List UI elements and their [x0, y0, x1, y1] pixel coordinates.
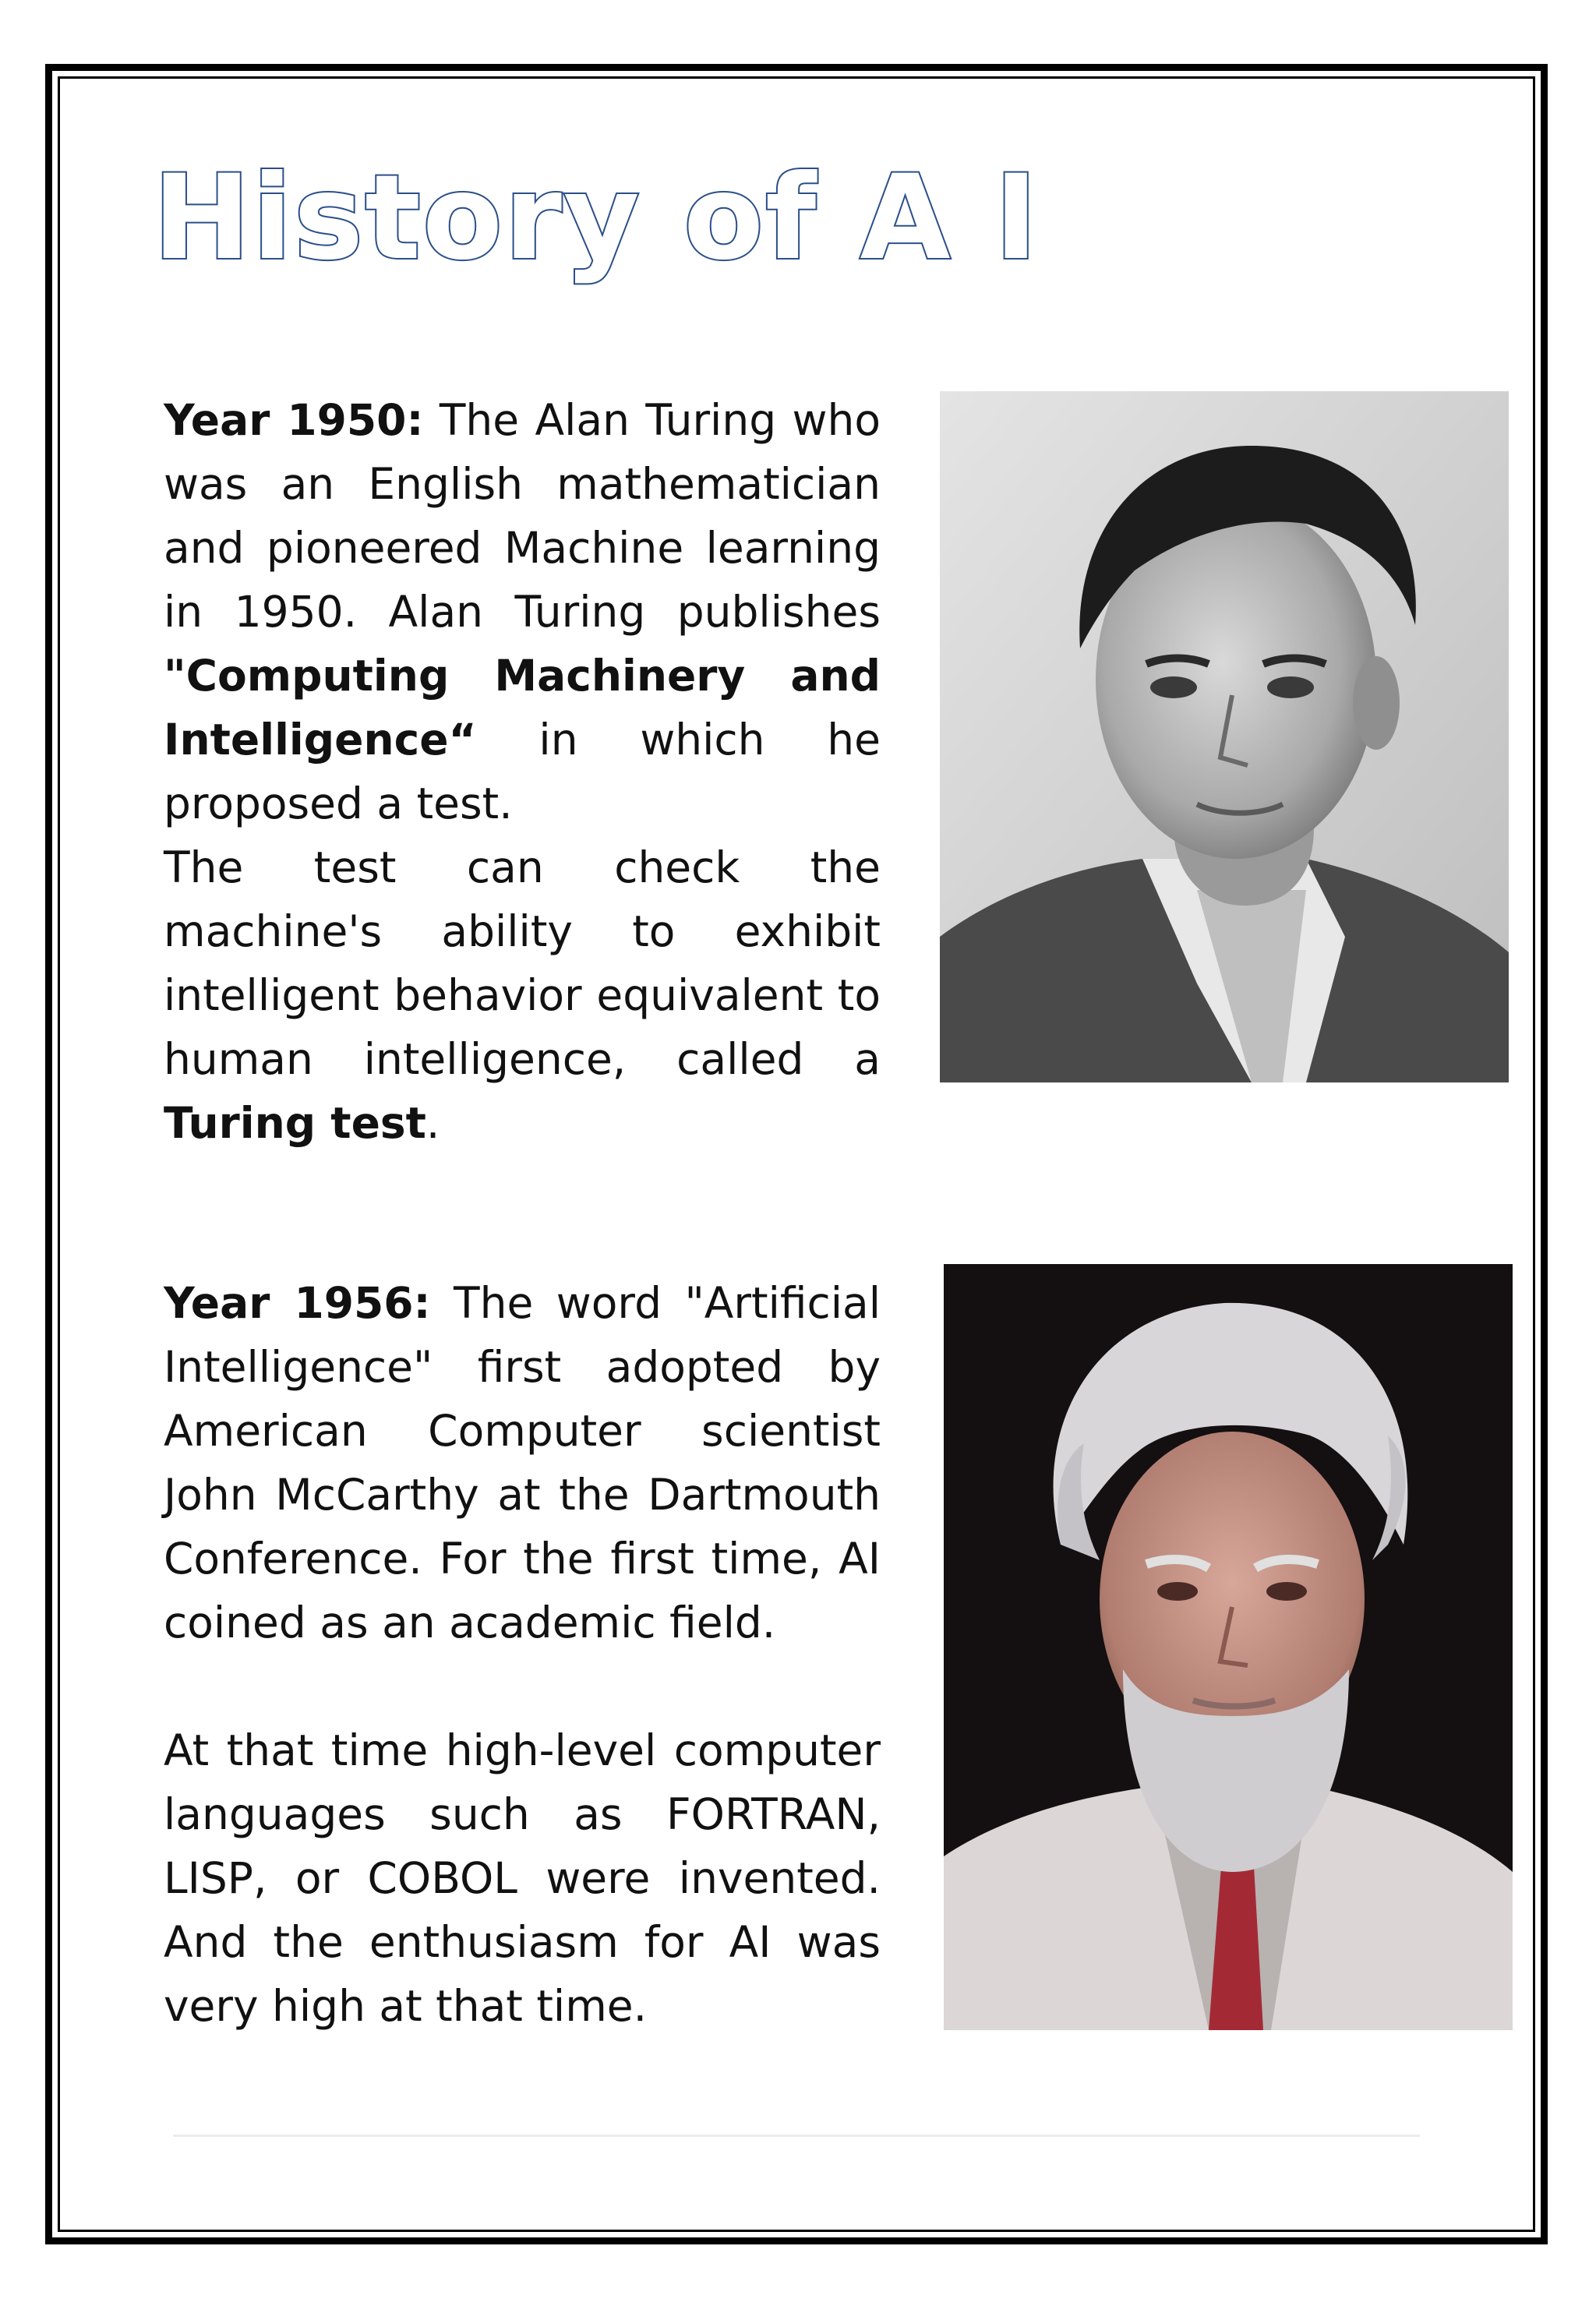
footer-divider [173, 2135, 1420, 2137]
section-year-1956-text [164, 1271, 881, 2038]
bold-text: Year 1956: [164, 1278, 431, 1328]
portrait-john-mccarthy-photo [944, 1264, 1513, 2030]
body-text: The Alan Turing who was an English mathematician and pioneered Machine learning in 1950. Alan Turing publishes [164, 395, 881, 637]
bold-text: Turing test [164, 1098, 426, 1148]
body-text: The word "Artificial Intelligence" first adopted by American Computer scientist John McCarthy at the Dartmouth Conference. For the first time, AI coined as an academic field. [164, 1278, 881, 1647]
portrait-icon [944, 1264, 1513, 2030]
bold-text: Year 1950: [164, 395, 424, 445]
paragraph [164, 1271, 881, 1654]
body-text: in which he proposed a test. [164, 715, 881, 828]
body-text: . [425, 1098, 440, 1148]
portrait-alan-turing-photo [940, 391, 1509, 1082]
bold-text: "Computing Machinery and Intelligence“ [164, 651, 881, 765]
page-title: History of A I [153, 150, 1040, 286]
paragraph [164, 1718, 881, 2038]
paragraph [164, 835, 881, 1155]
section-year-1950-text [164, 388, 881, 1155]
portrait-icon [940, 391, 1509, 1082]
paragraph-spacer [164, 1654, 881, 1718]
body-text: The test can check the machine's ability to exhibit intelligent behavior equivalent to human intelligence, called a [164, 842, 881, 1084]
paragraph [164, 388, 881, 835]
body-text: At that time high-level computer languages such as FORTRAN, LISP, or COBOL were invented. And the enthusiasm for AI was very high at that time. [164, 1725, 881, 2031]
